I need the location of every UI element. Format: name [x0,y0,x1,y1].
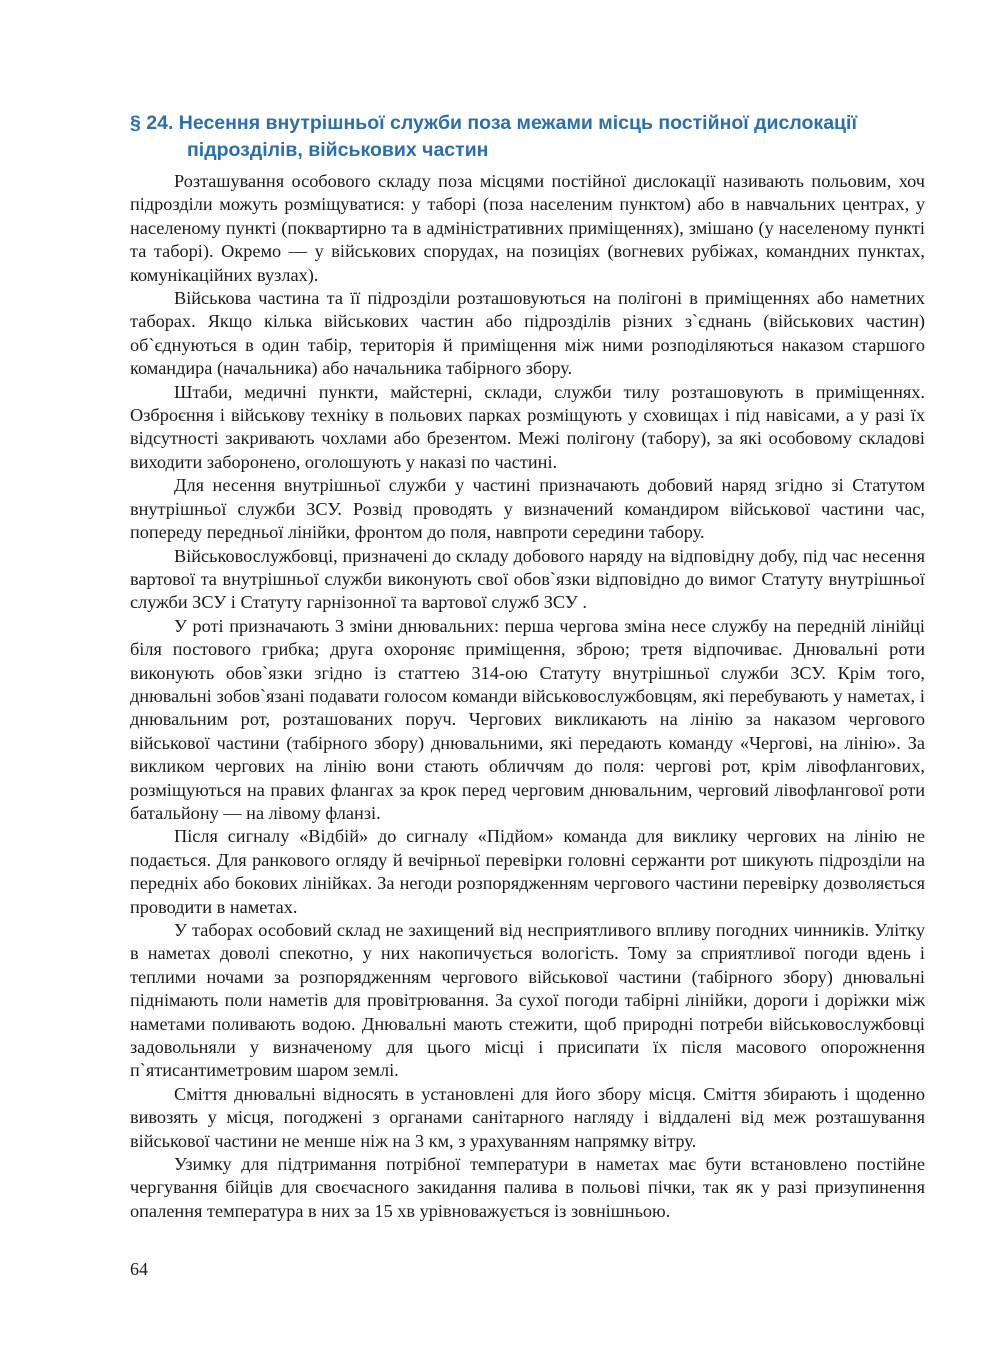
paragraph: Розташування особового складу поза місцями постійної дислокації називають польовим, хоч підрозділи можуть розміщуватися: у таборі (поза населеним пунктом) або в навчальних центрах, у населеному пункті (поквартирно та в адміністративних приміщеннях), змішано (у населеному пункті та таборі). Окремо — у військових спорудах, на позиціях (вогневих рубіжах, командних пунктах, комунікаційних вузлах). [130,171,925,285]
paragraph: У роті призначають 3 зміни днювальних: перша чергова зміна несе службу на передній лінійці біля постового грибка; друга охороняє приміщення, зброю; третя відпочиває. Днювальні роти виконують обов`язки згідно із статтею 314-ою Статуту внутрішньої служби ЗСУ. Крім того, днювальні зобов`язані подавати голосом команди військовослужбовцям, які перебувають у наметах, і днювальним рот, розташованих поруч. Чергових викликають на лінію за наказом чергового військової частини (табірного збору) днювальними, які передають команду «Чергові, на лінію». За викликом чергових на лінію вони стають обличчям до поля: чергові рот, крім лівофлангових, розміщуються на правих флангах за крок перед черговим днювальним, черговий лівофлангової роти батальйону — на лівому фланзі. [130,615,925,823]
paragraph: Військова частина та її підрозділи розташовуються на полігоні в приміщеннях або наметних таборах. Якщо кілька військових частин або підрозділів різних з`єднань (військових частин) об`єднуються в один табір, територія й приміщення між ними розподіляються наказом старшого командира (начальника) або начальника табірного збору. [130,288,925,379]
paragraph: Сміття днювальні відносять в установлені для його збору місця. Сміття збирають і щоденно вивозять у місця, погоджені з органами санітарного нагляду і віддалені від меж розташування військової частини не менше ніж на 3 км, з урахуванням напрямку вітру. [130,1083,925,1151]
paragraph: Після сигналу «Відбій» до сигналу «Підйом» команда для виклику чергових на лінію не подається. Для ранкового огляду й вечірньої перевірки головні сержанти рот шикують підрозділи на передніх або бокових лінійках. За негоди розпорядженням чергового частини перевірку дозволяється проводити в наметах. [130,826,925,917]
paragraph: Військовослужбовці, призначені до складу добового наряду на відповідну добу, під час несення вартової та внутрішньої служби виконують свої обов`язки відповідно до вимог Статуту внутрішньої служби ЗСУ і Статуту гарнізонної та вартової служб ЗСУ . [130,545,925,613]
section-heading [130,110,930,164]
body-text [130,170,925,1223]
section-heading-line-2: підрозділів, військових частин [187,139,489,161]
section-heading-line-1: § 24. Несення внутрішньої служби поза межами місць постійної дислокації [130,112,857,134]
page-number: 64 [130,1259,148,1279]
paragraph: У таборах особовий склад не захищений від несприятливого впливу погодних чинників. Улітку в наметах доволі спекотно, у них накопичується вологість. Тому за сприятливої погоди вдень і теплими ночами за розпорядженням чергового військової частини (табірного збору) днювальні піднімають поли наметів для провітрювання. За сухої погоди табірні лінійки, дороги і доріжки між наметами поливають водою. Днювальні мають стежити, щоб природні потреби військовослужбовці задовольняли у визначеному для цього місці і присипати їх після масового опорожнення п`ятисантиметровим шаром землі. [130,920,925,1081]
paragraph: Штаби, медичні пункти, майстерні, склади, служби тилу розташовують в приміщеннях. Озброєння і військову техніку в польових парках розміщують у сховищах і під навісами, а у разі їх відсутності закривають чохлами або брезентом. Межі полігону (табору), за які особовому складові виходити заборонено, оголошують у наказі по частині. [130,381,925,472]
paragraph: Узимку для підтримання потрібної температури в наметах має бути встановлено постійне чергування бійців для своєчасного закидання палива в польові пічки, так як у разі призупинення опалення температура в них за 15 хв урівноважується із зовнішньою. [130,1154,925,1221]
paragraph: Для несення внутрішньої служби у частині призначають добовий наряд згідно зі Статутом внутрішньої служби ЗСУ. Розвід проводять у визначений командиром військової частини час, попереду передньої лінійки, фронтом до поля, навпроти середини табору. [130,475,925,543]
